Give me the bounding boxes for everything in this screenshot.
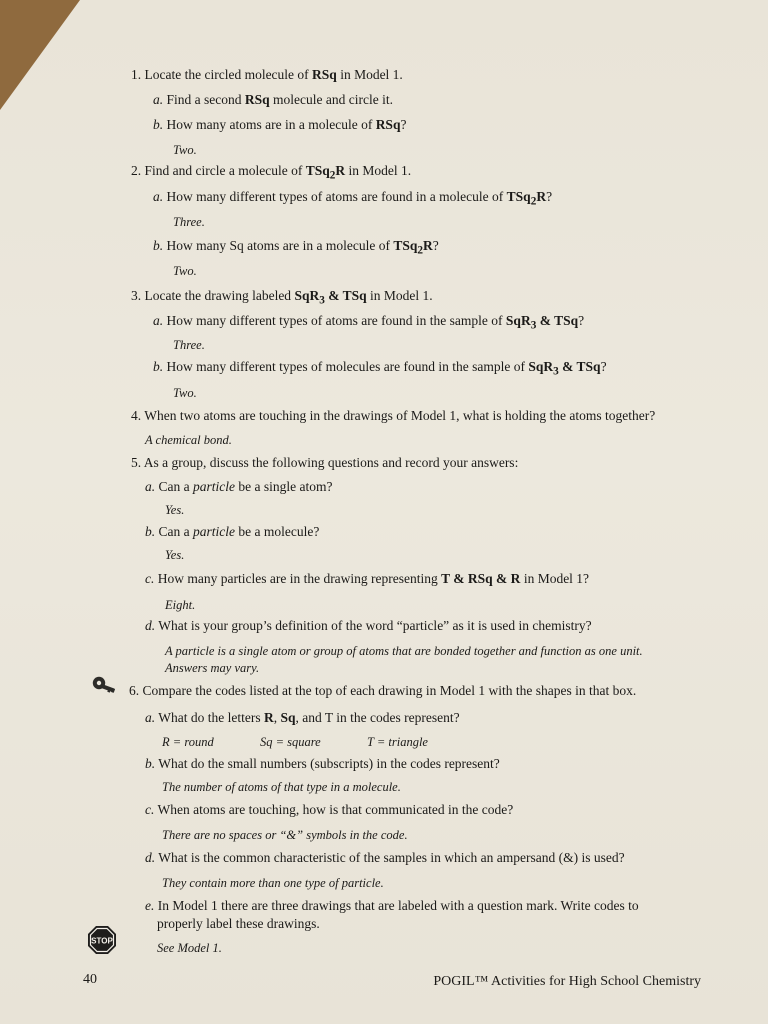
stop-sign-label: STOP: [91, 936, 113, 946]
text-line-q6b: b. What do the small numbers (subscripts) in the codes represent?: [145, 756, 500, 771]
text-line-q5: 5. As a group, discuss the following questions and record your answers:: [131, 455, 519, 470]
text-line-q2a: a. How many different types of atoms are found in a molecule of TSq$_2$R?: [153, 189, 553, 208]
text-line-a5a: Yes.: [165, 503, 185, 517]
text-line-q1a: a. Find a second RSq molecule and circle it.: [153, 92, 393, 107]
text-line-q6e2: properly label these drawings.: [157, 916, 320, 931]
text-line-q1b: b. How many atoms are in a molecule of RSq?: [153, 117, 407, 132]
text-line-q1: 1. Locate the circled molecule of RSq in Model 1.: [131, 67, 403, 82]
text-line-a6c: There are no spaces or “&” symbols in the code.: [162, 828, 408, 842]
text-line-q5b: b. Can a particle be a molecule?: [145, 524, 320, 539]
text-line-q3: 3. Locate the drawing labeled SqR$_3$ & TSq in Model 1.: [131, 288, 433, 307]
text-line-q6a: a. What do the letters R, Sq, and T in the codes represent?: [145, 710, 460, 725]
text-line-a5d1: A particle is a single atom or group of atoms that are bonded together and function as one unit.: [165, 644, 643, 658]
text-line-q6: 6. Compare the codes listed at the top of each drawing in Model 1 with the shapes in that box.: [129, 683, 637, 698]
text-line-q2b: b. How many Sq atoms are in a molecule of TSq$_2$R?: [153, 238, 439, 257]
text-line-q6c: c. When atoms are touching, how is that communicated in the code?: [145, 802, 514, 817]
page-corner-shadow: [0, 0, 80, 110]
text-line-a6d: They contain more than one type of particle.: [162, 876, 384, 890]
text-line-q4: 4. When two atoms are touching in the drawings of Model 1, what is holding the atoms together?: [131, 408, 656, 423]
text-line-a5b: Yes.: [165, 548, 185, 562]
text-line-q6d: d. What is the common characteristic of the samples in which an ampersand (&) is used?: [145, 850, 625, 865]
stop-sign-icon: [87, 925, 117, 955]
text-line-a6b: The number of atoms of that type in a molecule.: [162, 780, 401, 794]
text-line-a3a: Three.: [173, 338, 205, 352]
text-line-q5d: d. What is your group’s definition of the word “particle” as it is used in chemistry?: [145, 618, 592, 633]
text-line-a4: A chemical bond.: [145, 433, 232, 447]
text-line-a5c: Eight.: [165, 598, 196, 612]
text-line-a1b: Two.: [173, 143, 197, 157]
text-line-a6a: R = round Sq = square T = triangle: [162, 735, 428, 749]
text-line-a2a: Three.: [173, 215, 205, 229]
footer-title: POGIL™ Activities for High School Chemistry: [433, 974, 701, 989]
text-line-q5a: a. Can a particle be a single atom?: [145, 479, 333, 494]
page-number: 40: [83, 972, 97, 987]
text-line-q2: 2. Find and circle a molecule of TSq$_2$R in Model 1.: [131, 163, 412, 182]
text-line-a3b: Two.: [173, 386, 197, 400]
key-icon: [91, 675, 119, 697]
text-line-q6e1: e. In Model 1 there are three drawings that are labeled with a question mark. Write codes to: [145, 898, 639, 913]
text-line-q3b: b. How many different types of molecules are found in the sample of SqR$_3$ & TSq?: [153, 359, 607, 378]
text-line-q3a: a. How many different types of atoms are found in the sample of SqR$_3$ & TSq?: [153, 313, 585, 332]
text-line-a2b: Two.: [173, 264, 197, 278]
text-line-q5c: c. How many particles are in the drawing representing T & RSq & R in Model 1?: [145, 571, 590, 586]
text-line-a5d2: Answers may vary.: [165, 661, 260, 675]
text-line-a6e: See Model 1.: [157, 941, 222, 955]
